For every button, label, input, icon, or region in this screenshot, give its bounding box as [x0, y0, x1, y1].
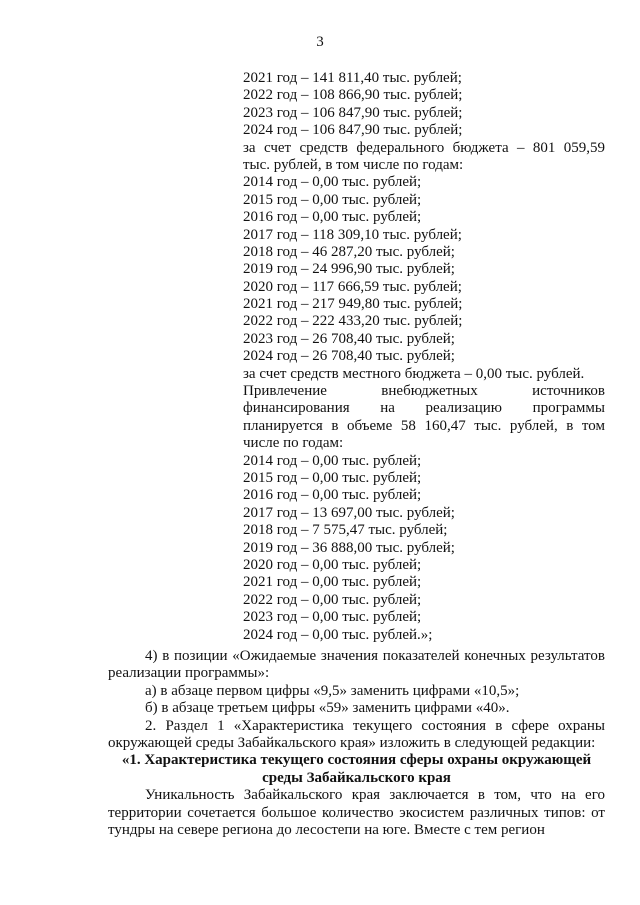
- item-4a: а) в абзаце первом цифры «9,5» заменить цифрами «10,5»;: [145, 682, 520, 699]
- extra-intro-line: Привлечение внебюджетных источников: [243, 383, 605, 400]
- federal-intro-line: тыс. рублей, в том числе по годам:: [243, 156, 464, 173]
- extra-intro-line: планируется в объеме 58 160,47 тыс. рублей, в том: [243, 417, 605, 434]
- item-4b: б) в абзаце третьем цифры «59» заменить цифрами «40».: [145, 700, 510, 717]
- federal-year-line: 2017 год – 118 309,10 тыс. рублей;: [243, 226, 462, 243]
- extra-year-line: 2018 год – 7 575,47 тыс. рублей;: [243, 522, 448, 539]
- federal-year-line: 2018 год – 46 287,20 тыс. рублей;: [243, 243, 455, 260]
- extra-year-line: 2024 год – 0,00 тыс. рублей.»;: [243, 626, 433, 643]
- item-2: 2. Раздел 1 «Характеристика текущего состояния в сфере охраны окружающей среды Забайкальского края» изложить в следующей редакции:: [108, 717, 605, 752]
- main-text: [108, 648, 605, 839]
- local-budget-line: за счет средств местного бюджета – 0,00 тыс. рублей.: [243, 365, 585, 382]
- federal-year-line: 2022 год – 222 433,20 тыс. рублей;: [243, 313, 463, 330]
- section-heading: «1. Характеристика текущего состояния сферы охраны окружающей: [121, 752, 592, 769]
- funding-line: 2021 год – 141 811,40 тыс. рублей;: [243, 70, 462, 86]
- extra-year-line: 2017 год – 13 697,00 тыс. рублей;: [243, 504, 455, 521]
- federal-year-line: 2015 год – 0,00 тыс. рублей;: [243, 191, 422, 208]
- extra-year-line: 2016 год – 0,00 тыс. рублей;: [243, 487, 422, 504]
- federal-year-line: 2020 год – 117 666,59 тыс. рублей;: [243, 278, 462, 295]
- funding-line: 2022 год – 108 866,90 тыс. рублей;: [243, 87, 463, 104]
- federal-year-line: 2014 год – 0,00 тыс. рублей;: [243, 174, 422, 191]
- extra-year-line: 2023 год – 0,00 тыс. рублей;: [243, 609, 422, 626]
- extra-year-line: 2021 год – 0,00 тыс. рублей;: [243, 574, 422, 591]
- federal-intro-line: за счет средств федерального бюджета – 801 059,59: [243, 139, 605, 156]
- federal-year-line: 2016 год – 0,00 тыс. рублей;: [243, 209, 422, 226]
- page-number: 3: [316, 34, 324, 50]
- extra-year-line: 2014 год – 0,00 тыс. рублей;: [243, 452, 422, 469]
- extra-year-line: 2015 год – 0,00 тыс. рублей;: [243, 469, 422, 486]
- extra-year-line: 2022 год – 0,00 тыс. рублей;: [243, 591, 422, 608]
- funding-line: 2024 год – 106 847,90 тыс. рублей;: [243, 122, 463, 139]
- federal-year-line: 2019 год – 24 996,90 тыс. рублей;: [243, 261, 455, 278]
- funding-column: [243, 70, 605, 644]
- federal-year-line: 2023 год – 26 708,40 тыс. рублей;: [243, 330, 455, 347]
- section-heading: среды Забайкальского края: [262, 769, 451, 786]
- extra-intro-line: числе по годам:: [243, 435, 344, 452]
- funding-line: 2023 год – 106 847,90 тыс. рублей;: [243, 104, 463, 121]
- section-paragraph: Уникальность Забайкальского края заключается в том, что на его территории сочетается большое количество экосистем различных типов: от тундры на севере региона до лесостепи на юге. Вместе с тем регион: [108, 787, 605, 839]
- extra-year-line: 2020 год – 0,00 тыс. рублей;: [243, 556, 422, 573]
- extra-year-line: 2019 год – 36 888,00 тыс. рублей;: [243, 539, 455, 556]
- item-4: 4) в позиции «Ожидаемые значения показателей конечных результатов реализации программы»:: [108, 648, 605, 682]
- extra-intro-line: финансирования на реализацию программы: [243, 400, 605, 417]
- federal-year-line: 2024 год – 26 708,40 тыс. рублей;: [243, 348, 455, 365]
- federal-year-line: 2021 год – 217 949,80 тыс. рублей;: [243, 296, 463, 313]
